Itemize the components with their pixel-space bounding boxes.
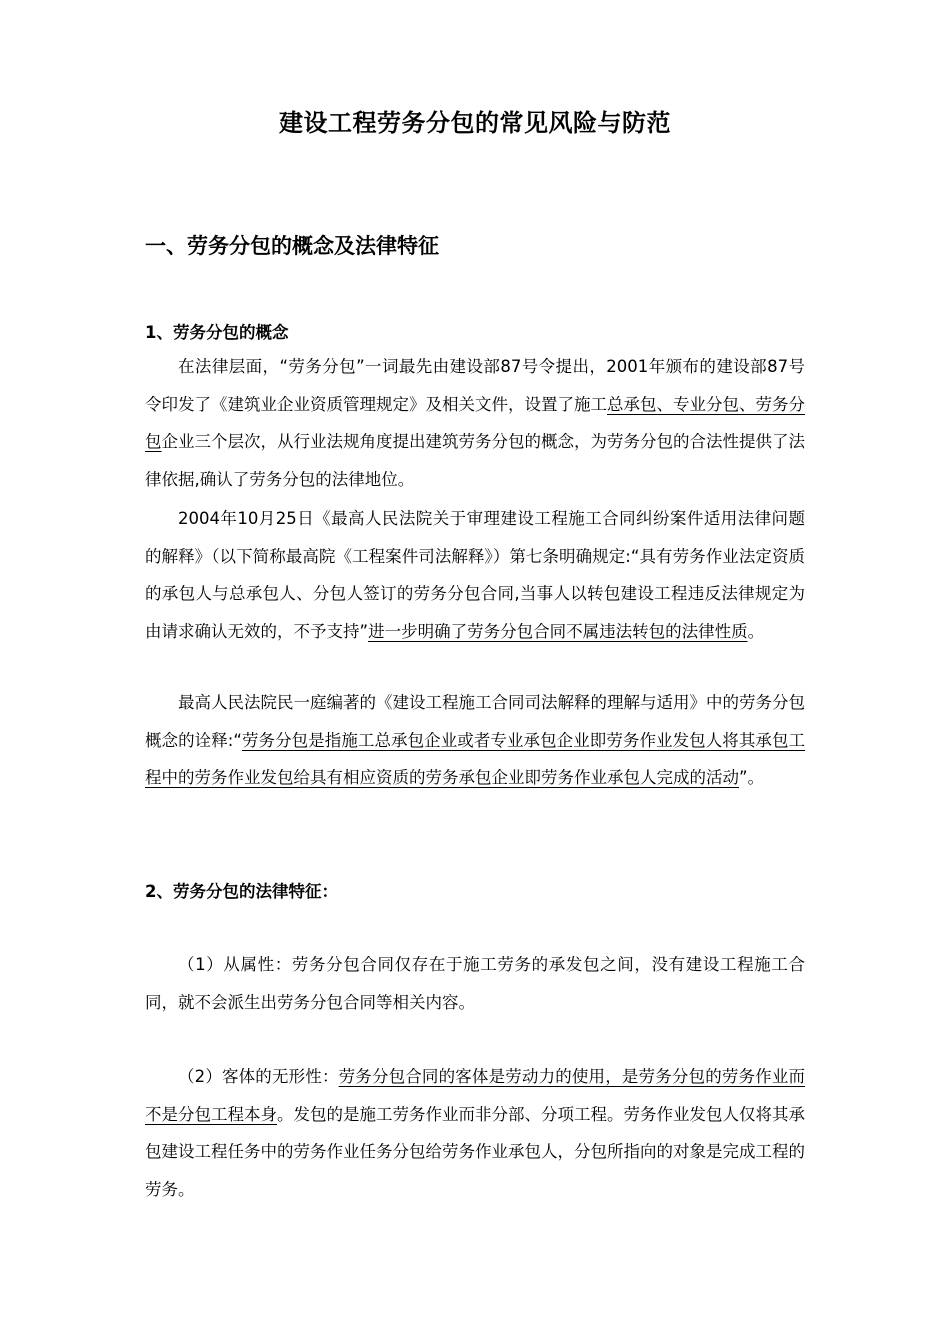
paragraph-text: 2004年10月25日《最高人民法院关于审理建设工程施工合同纠纷案件适用法律问题的解释》（以下简称最高院《工程案件司法解释》）第七条明确规定:“具有劳务作业法定资质的承包人与总承包人、分包人签订的劳务分包合同,当事人以转包建设工程违反法律规定为由请求确认无效的，不予支持”	[145, 509, 805, 641]
paragraph-concept-3	[145, 684, 805, 797]
subsection-heading-concept: 1、劳务分包的概念	[145, 323, 289, 342]
paragraph-text: 最高人民法院民一庭编著的《建设工程施工合同司法解释的理解与适用》中的劳务分包概念的诠释:“	[145, 693, 805, 750]
underlined-text: 劳务分包是指施工总承包企业或者专业承包企业即劳务作业发包人将其承包工程中的劳务作业发包给具有相应资质的劳务承包企业即劳务作业承包人完成的活动	[145, 730, 806, 787]
section-heading-1: 一、劳务分包的概念及法律特征	[145, 234, 439, 258]
paragraph-text: 在法律层面，“劳务分包”一词最先由建设部87号令提出，2001年颁布的建设部87号令印发了《建筑业企业资质管理规定》及相关文件，设置了施工	[145, 357, 805, 414]
underlined-text: 进一步明确了劳务分包合同不属违法转包的法律性质	[368, 621, 748, 641]
paragraph-text: ”。	[739, 768, 765, 787]
paragraph-concept-1	[145, 348, 805, 498]
paragraph-text: 企业三个层次，从行业法规角度提出建筑劳务分包的概念，为劳务分包的合法性提供了法律依据,确认了劳务分包的法律地位。	[145, 432, 805, 489]
subsection-heading-features: 2、劳务分包的法律特征：	[145, 882, 338, 901]
paragraph-text: 。	[747, 621, 765, 641]
document-title: 建设工程劳务分包的常见风险与防范	[279, 109, 671, 137]
paragraph-text: （2）客体的无形性：	[178, 1067, 339, 1086]
underlined-text: 劳务分包合同的客体是劳动力的使用，是劳务分包的劳务作业而不是分包工程本身	[145, 1067, 806, 1124]
underlined-text: 总承包、专业分包、劳务分包	[145, 394, 805, 451]
paragraph-text: （1）从属性：劳务分包合同仅存在于施工劳务的承发包之间，没有建设工程施工合同，就不会派生出劳务分包合同等相关内容。	[145, 955, 805, 1012]
paragraph-feature-2	[145, 1058, 805, 1208]
paragraph-text: 。发包的是施工劳务作业而非分部、分项工程。劳务作业发包人仅将其承包建设工程任务中的劳务作业任务分包给劳务作业承包人，分包所指向的对象是完成工程的劳务。	[145, 1104, 805, 1199]
paragraph-feature-1	[145, 946, 805, 1021]
paragraph-concept-2	[145, 500, 805, 650]
